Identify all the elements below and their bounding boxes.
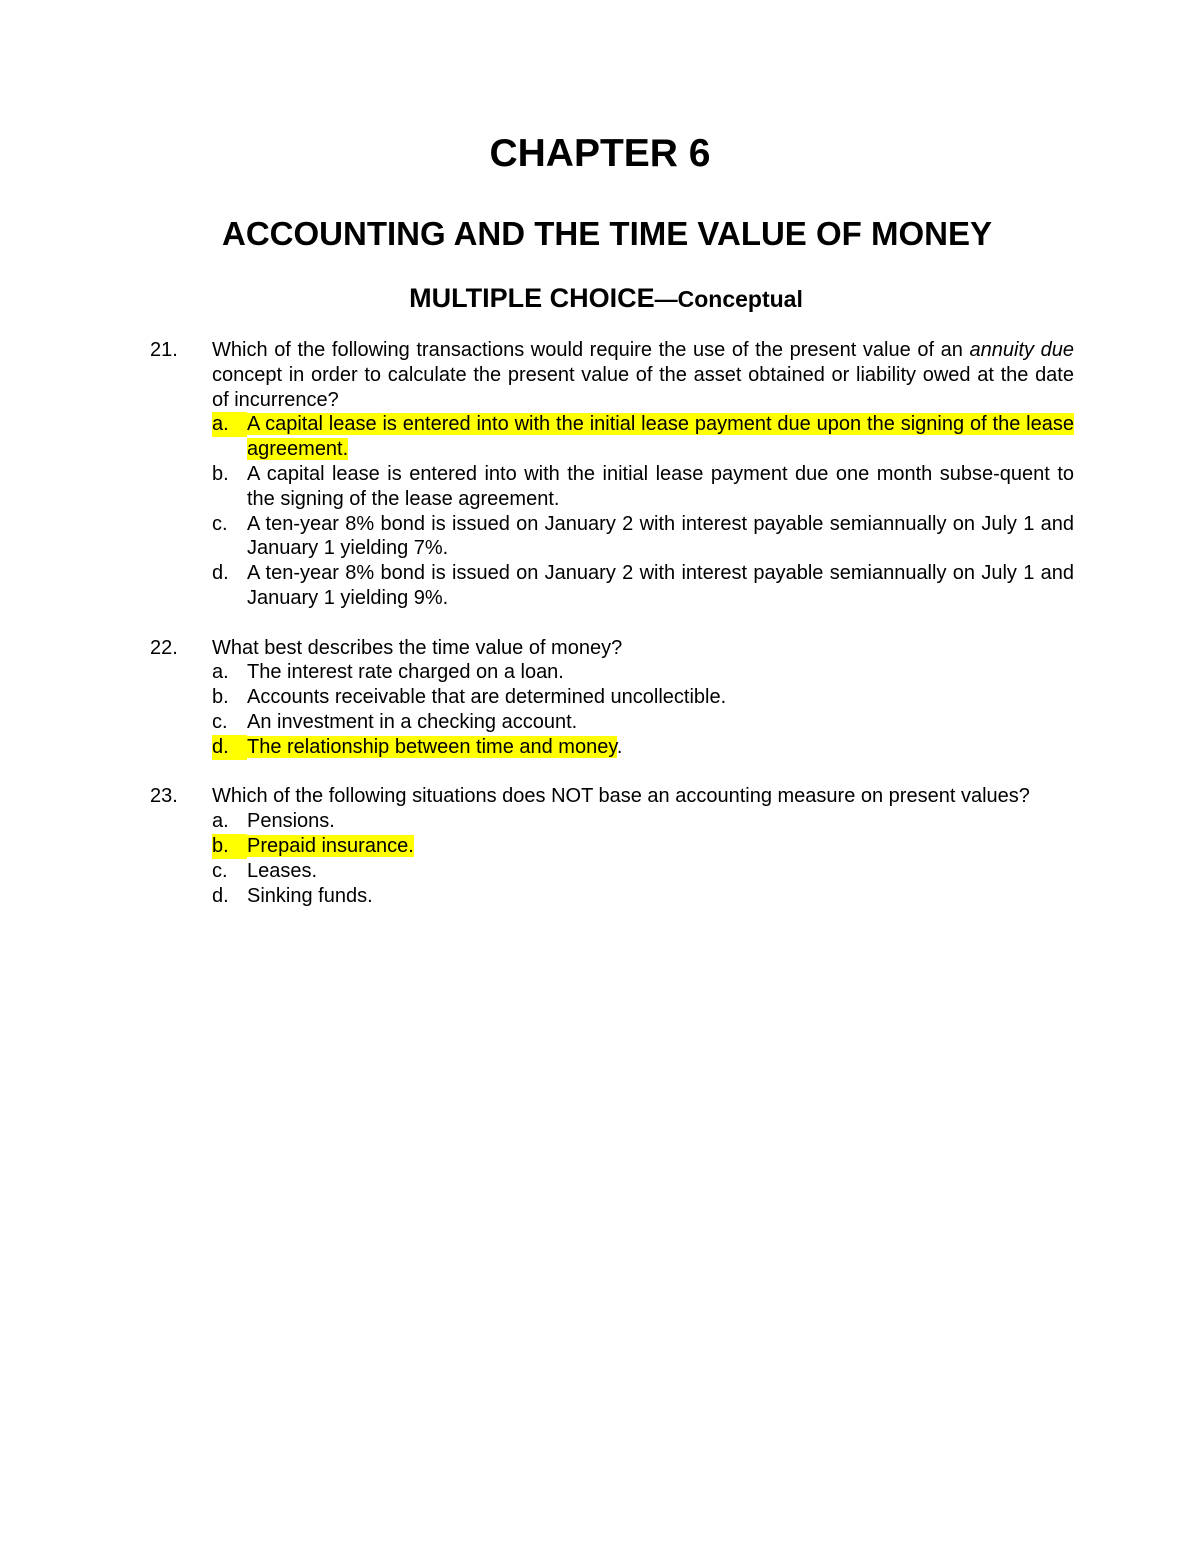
question-body: [212, 784, 1074, 908]
option-text-highlighted: The relationship between time and money: [247, 735, 617, 758]
option-letter: b.: [212, 686, 229, 709]
option-letter: d.: [212, 884, 229, 907]
section-dash: —: [654, 286, 678, 312]
option-c: [212, 710, 1074, 735]
option-a: [212, 660, 1074, 685]
option-b: [212, 834, 1074, 859]
option-letter: d.: [212, 735, 247, 760]
option-text: Accounts receivable that are determined uncollectible.: [247, 686, 727, 709]
option-text: An investment in a checking account.: [247, 710, 578, 733]
option-c: [212, 512, 1074, 562]
question-number: 23.: [150, 785, 178, 808]
question-text-part1: Which of the following transactions would require the use of the present value of an: [212, 339, 970, 361]
question-number: 21.: [150, 339, 178, 361]
answer-options: [212, 412, 1074, 610]
option-a: [212, 412, 1074, 462]
question-text-italic: annuity due: [969, 339, 1074, 361]
option-text: A ten-year 8% bond is issued on January 2 with interest payable semiannually on July 1 and January 1 yielding 9%.: [247, 562, 1074, 609]
answer-options: [212, 660, 1074, 759]
section-sub: Conceptual: [677, 286, 803, 312]
question-22: [150, 636, 1074, 760]
option-letter: b.: [212, 834, 247, 859]
question-text: What best describes the time value of money?: [212, 636, 623, 659]
question-text: Which of the following situations does NOT base an accounting measure on present values?: [212, 785, 1030, 808]
option-text: Sinking funds.: [247, 884, 373, 907]
option-text-highlighted: A capital lease is entered into with the initial lease payment due upon the signing of the lease agreement.: [247, 413, 1074, 461]
section-main: MULTIPLE CHOICE: [409, 283, 655, 313]
option-letter: a.: [212, 661, 229, 684]
section-heading: [0, 280, 1200, 319]
option-c: [212, 859, 1074, 884]
option-text: The interest rate charged on a loan.: [247, 661, 564, 684]
option-d: [212, 735, 1074, 760]
question-body: [212, 636, 1074, 760]
option-text: Pensions.: [247, 810, 335, 833]
option-text: A ten-year 8% bond is issued on January 2 with interest payable semiannually on July 1 and January 1 yielding 7%.: [247, 512, 1074, 560]
option-letter: c.: [212, 859, 228, 882]
option-letter: b.: [212, 462, 229, 485]
question-number: 22.: [150, 636, 178, 659]
answer-options: [212, 809, 1074, 908]
question-text: [212, 338, 1074, 412]
option-letter: c.: [212, 710, 228, 733]
question-23: [150, 784, 1074, 908]
option-letter: a.: [212, 810, 229, 833]
option-d: [212, 884, 1074, 909]
chapter-title: ACCOUNTING AND THE TIME VALUE OF MONEY: [222, 215, 992, 252]
option-b: [212, 462, 1074, 512]
question-21: [150, 338, 1074, 611]
option-letter: a.: [212, 412, 247, 437]
option-b: [212, 685, 1074, 710]
question-body: [212, 338, 1074, 611]
question-list: [150, 338, 1074, 933]
option-text: A capital lease is entered into with the initial lease payment due one month subse-quent to the signing of the lease agreement.: [247, 462, 1074, 510]
option-text: Leases.: [247, 859, 318, 882]
option-letter: c.: [212, 512, 228, 535]
option-d: [212, 561, 1074, 611]
option-text-highlighted: Prepaid insurance.: [247, 834, 414, 857]
option-trailing-period: .: [616, 735, 623, 758]
option-a: [212, 809, 1074, 834]
question-text-part2: concept in order to calculate the present value of the asset obtained or liability owed at the date of incurrence?: [212, 363, 1074, 411]
chapter-heading: CHAPTER 6: [489, 132, 711, 175]
option-letter: d.: [212, 562, 229, 585]
